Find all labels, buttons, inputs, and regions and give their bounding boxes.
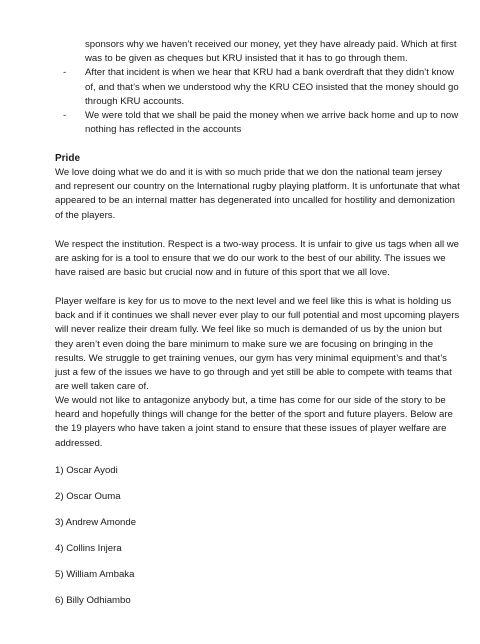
paragraph: We respect the institution. Respect is a two-way process. It is unfair to give us tags when all we are asking for is a tool to ensure that we do our work to the best of our ability. The issues we have raised are basic but crucial now and in future of this sport that we all love. — [55, 239, 460, 279]
bullet-text: After that incident is when we hear that KRU had a bank overdraft that they didn’t know of, and that’s when we understood why the KRU CEO insisted that the money should go through KRU accounts. — [85, 67, 459, 107]
player-item: 5) William Ambaka — [55, 569, 135, 580]
bullet-list — [55, 38, 460, 137]
bullet-item — [55, 66, 460, 109]
player-item: 3) Andrew Amonde — [55, 517, 137, 528]
bullet-dash: - — [63, 110, 67, 122]
player-item: 4) Collins Injera — [55, 543, 122, 554]
bullet-text: We were told that we shall be paid the money when we arrive back home and up to now nothing has reflected in the accounts — [85, 110, 459, 136]
paragraph: Player welfare is key for us to move to the next level and we feel like this is what is holding us back and if it continues we shall never ever play to our full potential and most upcoming players will never realize their dream fully. We feel like so much is demanded of us by the union but they aren’t even doing the bare minimum to make sure we are focusing on bringing in the results. We struggle to get training venues, our gym has very minimal equipment’s and that’s just a few of the issues we have to go through and yet still be able to compete with teams that are well taken care of. — [55, 296, 460, 393]
paragraph: We love doing what we do and it is with so much pride that we don the national team jersey and represent our country on the International rugby playing platform. It is unfortunate that what appeared to be an internal matter has degenerated into uncalled for hostility and demonization of the players. — [55, 167, 460, 221]
player-list — [55, 464, 355, 620]
player-item: 1) Oscar Ayodi — [55, 465, 118, 476]
player-item: 2) Oscar Ouma — [55, 491, 121, 502]
section-heading: Pride — [55, 153, 81, 164]
bullet-dash: - — [63, 67, 67, 79]
bullet-continuation: sponsors why we haven’t received our money, yet they have already paid. Which at first was to be given as cheques but KRU insisted that it has to go through them. — [85, 39, 457, 65]
paragraph: We would not like to antagonize anybody but, a time has come for our side of the story to be heard and hopefully things will change for the better of the sport and future players. Below are the 19 players who have taken a joint stand to ensure that these issues of player welfare are addressed. — [55, 395, 453, 449]
player-item: 6) Billy Odhiambo — [55, 595, 131, 606]
bullet-item — [55, 109, 460, 137]
